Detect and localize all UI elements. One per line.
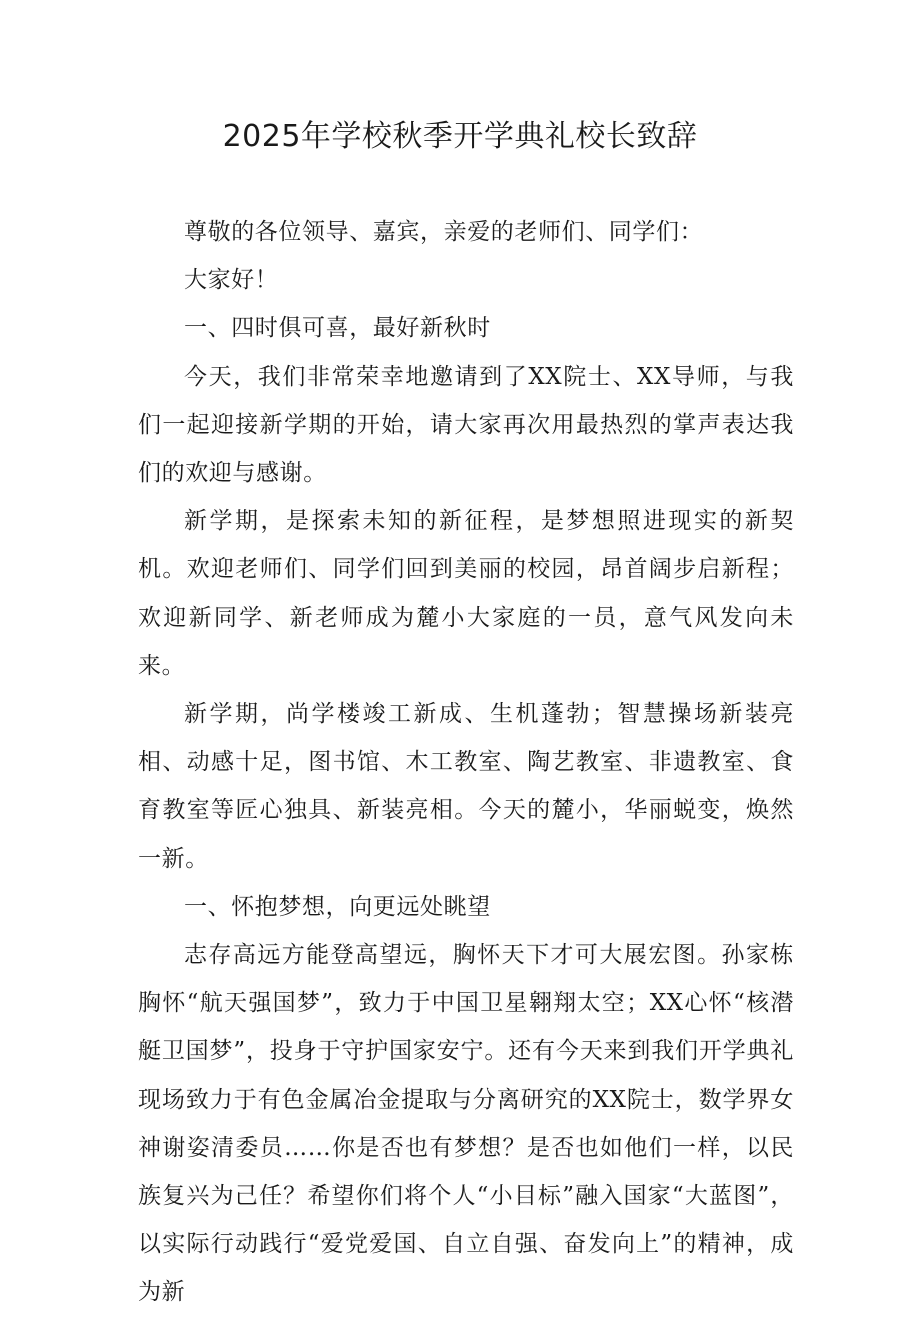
section-heading: 一、怀抱梦想，向更远处眺望 [184,893,491,920]
salutation-paragraph: 尊敬的各位领导、嘉宾，亲爱的老师们、同学们： [184,219,704,245]
greeting-paragraph: 大家好！ [184,267,279,294]
body-paragraph: 新学期，尚学楼竣工新成、生机蓬勃；智慧操场新装亮相、动感十足，图书馆、木工教室、陶艺教室、非遗教室、食育教室等匠心独具、新装亮相。今天的麓小，华丽蜕变，焕然一新。 [138,701,794,872]
section-heading: 一、四时俱可喜，最好新秋时 [184,315,491,342]
document-title: 2025年学校秋季开学典礼校长致辞 [222,119,698,154]
body-paragraph: 志存高远方能登高望远，胸怀天下才可大展宏图。孙家栋胸怀“航天强国梦”，致力于中国卫星翱翔太空；XX心怀“核潜艇卫国梦”，投身于守护国家安宁。还有今天来到我们开学典礼现场致力于有色金属冶金提取与分离研究的XX院士，数学界女神谢姿清委员……你是否也有梦想？是否也如他们一样，以民族复兴为己任？希望你们将个人“小目标”融入国家“大蓝图”，以实际行动践行“爱党爱国、自立自强、奋发向上”的精神，成为新 [138,942,794,1306]
document-body [138,208,794,1317]
body-paragraph: 新学期，是探索未知的新征程，是梦想照进现实的新契机。欢迎老师们、同学们回到美丽的校园，昂首阔步启新程；欢迎新同学、新老师成为麓小大家庭的一员，意气风发向未来。 [138,508,794,679]
body-paragraph: 今天，我们非常荣幸地邀请到了XX院士、XX导师，与我们一起迎接新学期的开始，请大家再次用最热烈的掌声表达我们的欢迎与感谢。 [138,363,794,487]
